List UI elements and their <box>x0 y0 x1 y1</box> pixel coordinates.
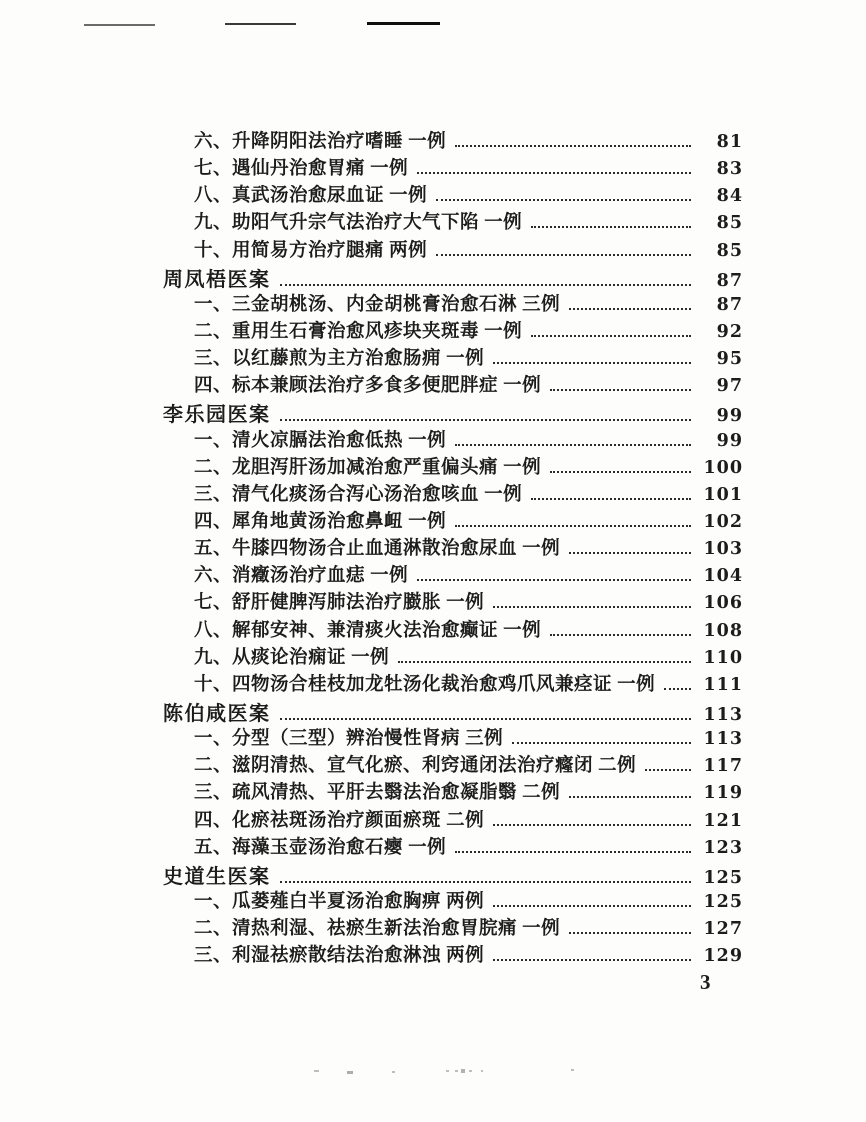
scan-speck <box>314 1070 319 1072</box>
toc-entry-page: 87 <box>716 294 743 315</box>
toc-item-row <box>163 806 743 833</box>
scan-speck <box>481 1070 483 1072</box>
toc-item-row <box>163 480 743 507</box>
dot-leader <box>664 687 691 690</box>
toc-entry-title: 十、用简易方治疗腿痛 两例 <box>194 240 428 261</box>
toc-section-row <box>163 697 743 724</box>
toc-item-row <box>163 317 743 344</box>
header-rule <box>84 24 155 26</box>
toc-entry-page: 113 <box>703 704 743 725</box>
toc-item-row <box>163 751 743 778</box>
dot-leader <box>493 904 691 907</box>
toc-entry-title: 三、利湿祛瘀散结法治愈淋浊 两例 <box>194 946 485 967</box>
toc-item-row <box>163 561 743 588</box>
scan-speck <box>446 1070 449 1072</box>
toc-entry-page: 103 <box>703 539 743 560</box>
toc-entry-title: 二、重用生石膏治愈风疹块夹斑毒 一例 <box>194 321 523 342</box>
dot-leader <box>493 605 691 608</box>
toc-item-row <box>163 507 743 534</box>
scan-speck <box>571 1069 574 1071</box>
dot-leader <box>398 660 691 663</box>
toc-entry-page: 81 <box>716 132 743 152</box>
toc-entry-page: 85 <box>716 240 743 261</box>
dot-leader <box>280 283 692 286</box>
dot-leader <box>550 633 691 636</box>
toc-item-row <box>163 154 743 181</box>
toc-item-row <box>163 670 743 697</box>
toc-entry-page: 129 <box>703 946 743 967</box>
toc-item-row <box>163 887 743 914</box>
scan-speck <box>347 1071 353 1074</box>
toc-entry-title: 十、四物汤合桂枝加龙牡汤化裁治愈鸡爪风兼痉证 一例 <box>194 674 656 695</box>
toc-entry-page: 125 <box>703 867 743 888</box>
toc-entry-title: 九、从痰论治痫证 一例 <box>194 647 390 668</box>
toc-section-row <box>163 860 743 887</box>
scan-speck <box>461 1069 465 1073</box>
dot-leader <box>531 225 691 228</box>
dot-leader <box>280 880 692 883</box>
dot-leader <box>531 497 691 500</box>
toc-item-row <box>163 426 743 453</box>
toc-entry-title: 一、三金胡桃汤、内金胡桃膏治愈石淋 三例 <box>194 294 561 315</box>
toc-entry-title: 五、海藻玉壶汤治愈石瘿 一例 <box>194 837 447 858</box>
header-rule <box>367 22 440 25</box>
toc-item-row <box>163 371 743 398</box>
dot-leader <box>569 931 691 934</box>
toc-entry-title: 九、助阳气升宗气法治疗大气下陷 一例 <box>194 213 523 234</box>
toc-item-row <box>163 643 743 670</box>
toc-item-row <box>163 941 743 968</box>
dot-leader <box>417 171 691 174</box>
toc-item-row <box>163 833 743 860</box>
toc-entry-page: 85 <box>716 213 743 234</box>
scan-speck <box>455 1070 458 1072</box>
toc-entry-title: 三、疏风清热、平肝去翳法治愈凝脂翳 二例 <box>194 783 561 804</box>
toc-entry-title: 二、清热利湿、祛瘀生新法治愈胃脘痛 一例 <box>194 919 561 940</box>
toc-item-row <box>163 534 743 561</box>
toc-entry-title: 四、标本兼顾法治疗多食多便肥胖症 一例 <box>194 376 542 397</box>
toc-entry-page: 104 <box>703 566 743 587</box>
scan-speck <box>469 1070 472 1072</box>
toc-entry-title: 二、滋阴清热、宣气化瘀、利窍通闭法治疗癃闭 二例 <box>194 756 637 777</box>
toc-entry-page: 99 <box>716 406 743 427</box>
dot-leader <box>550 388 691 391</box>
toc-entry-title: 史道生医案 <box>163 865 271 888</box>
table-of-contents <box>163 127 743 968</box>
dot-leader <box>550 470 691 473</box>
dot-leader <box>569 307 691 310</box>
toc-item-row <box>163 344 743 371</box>
toc-entry-page: 95 <box>716 349 743 370</box>
toc-entry-page: 123 <box>703 837 743 858</box>
toc-entry-title: 八、真武汤治愈尿血证 一例 <box>194 186 428 207</box>
toc-item-row <box>163 724 743 751</box>
toc-item-row <box>163 208 743 235</box>
dot-leader <box>436 253 691 256</box>
dot-leader <box>280 418 692 421</box>
toc-section-row <box>163 398 743 425</box>
toc-entry-page: 83 <box>716 159 743 180</box>
dot-leader <box>280 717 692 720</box>
dot-leader <box>531 334 691 337</box>
toc-entry-title: 二、龙胆泻肝汤加减治愈严重偏头痛 一例 <box>194 457 542 478</box>
dot-leader <box>455 524 691 527</box>
toc-entry-title: 八、解郁安神、兼清痰火法治愈癫证 一例 <box>194 620 542 641</box>
toc-entry-page: 108 <box>703 620 743 641</box>
dot-leader <box>569 551 691 554</box>
dot-leader <box>455 144 691 147</box>
toc-entry-page: 84 <box>716 186 743 207</box>
toc-entry-page: 92 <box>716 321 743 342</box>
toc-entry-page: 101 <box>703 484 743 505</box>
dot-leader <box>493 823 691 826</box>
page-number: 3 <box>700 970 712 994</box>
toc-entry-title: 周凤梧医案 <box>163 268 271 291</box>
toc-entry-page: 125 <box>703 891 743 912</box>
toc-entry-page: 99 <box>716 430 743 451</box>
toc-entry-page: 102 <box>703 511 743 532</box>
toc-entry-page: 97 <box>716 376 743 397</box>
toc-entry-title: 四、犀角地黄汤治愈鼻衄 一例 <box>194 511 447 532</box>
dot-leader <box>645 768 691 771</box>
toc-entry-title: 一、分型（三型）辨治慢性肾病 三例 <box>194 729 504 750</box>
toc-entry-page: 119 <box>703 783 743 804</box>
toc-entry-title: 一、清火凉膈法治愈低热 一例 <box>194 430 447 451</box>
toc-entry-page: 121 <box>703 810 743 831</box>
toc-entry-page: 110 <box>703 647 743 668</box>
toc-entry-title: 一、瓜蒌薤白半夏汤治愈胸痹 两例 <box>194 891 485 912</box>
toc-item-row <box>163 127 743 154</box>
toc-entry-title: 李乐园医案 <box>163 404 271 427</box>
dot-leader <box>436 198 691 201</box>
toc-item-row <box>163 290 743 317</box>
toc-entry-title: 四、化瘀祛斑汤治疗颜面瘀斑 二例 <box>194 810 485 831</box>
dot-leader <box>455 850 691 853</box>
dot-leader <box>493 361 691 364</box>
toc-item-row <box>163 588 743 615</box>
toc-entry-page: 100 <box>703 457 743 478</box>
dot-leader <box>569 795 691 798</box>
toc-item-row <box>163 453 743 480</box>
toc-entry-title: 七、遇仙丹治愈胃痛 一例 <box>194 159 409 180</box>
toc-item-row <box>163 616 743 643</box>
toc-entry-page: 111 <box>703 674 743 695</box>
toc-item-row <box>163 778 743 805</box>
toc-entry-page: 87 <box>716 270 743 291</box>
dot-leader <box>455 443 691 446</box>
toc-entry-title: 三、以红藤煎为主方治愈肠痈 一例 <box>194 349 485 370</box>
dot-leader <box>493 958 691 961</box>
dot-leader <box>512 741 691 744</box>
toc-entry-title: 五、牛膝四物汤合止血通淋散治愈尿血 一例 <box>194 539 561 560</box>
toc-entry-page: 117 <box>703 756 743 777</box>
header-rule <box>225 23 296 25</box>
toc-entry-title: 六、升降阴阳法治疗嗜睡 一例 <box>194 132 447 152</box>
toc-entry-page: 127 <box>703 919 743 940</box>
toc-entry-title: 三、清气化痰汤合泻心汤治愈咳血 一例 <box>194 484 523 505</box>
toc-item-row <box>163 914 743 941</box>
dot-leader <box>417 578 691 581</box>
toc-entry-title: 陈伯咸医案 <box>163 702 271 725</box>
toc-entry-page: 106 <box>703 593 743 614</box>
toc-entry-title: 七、舒肝健脾泻肺法治疗臌胀 一例 <box>194 593 485 614</box>
toc-entry-page: 113 <box>703 729 743 750</box>
scan-speck <box>392 1071 395 1073</box>
toc-entry-title: 六、消癥汤治疗血痣 一例 <box>194 566 409 587</box>
toc-section-row <box>163 263 743 290</box>
toc-item-row <box>163 236 743 263</box>
toc-item-row <box>163 181 743 208</box>
